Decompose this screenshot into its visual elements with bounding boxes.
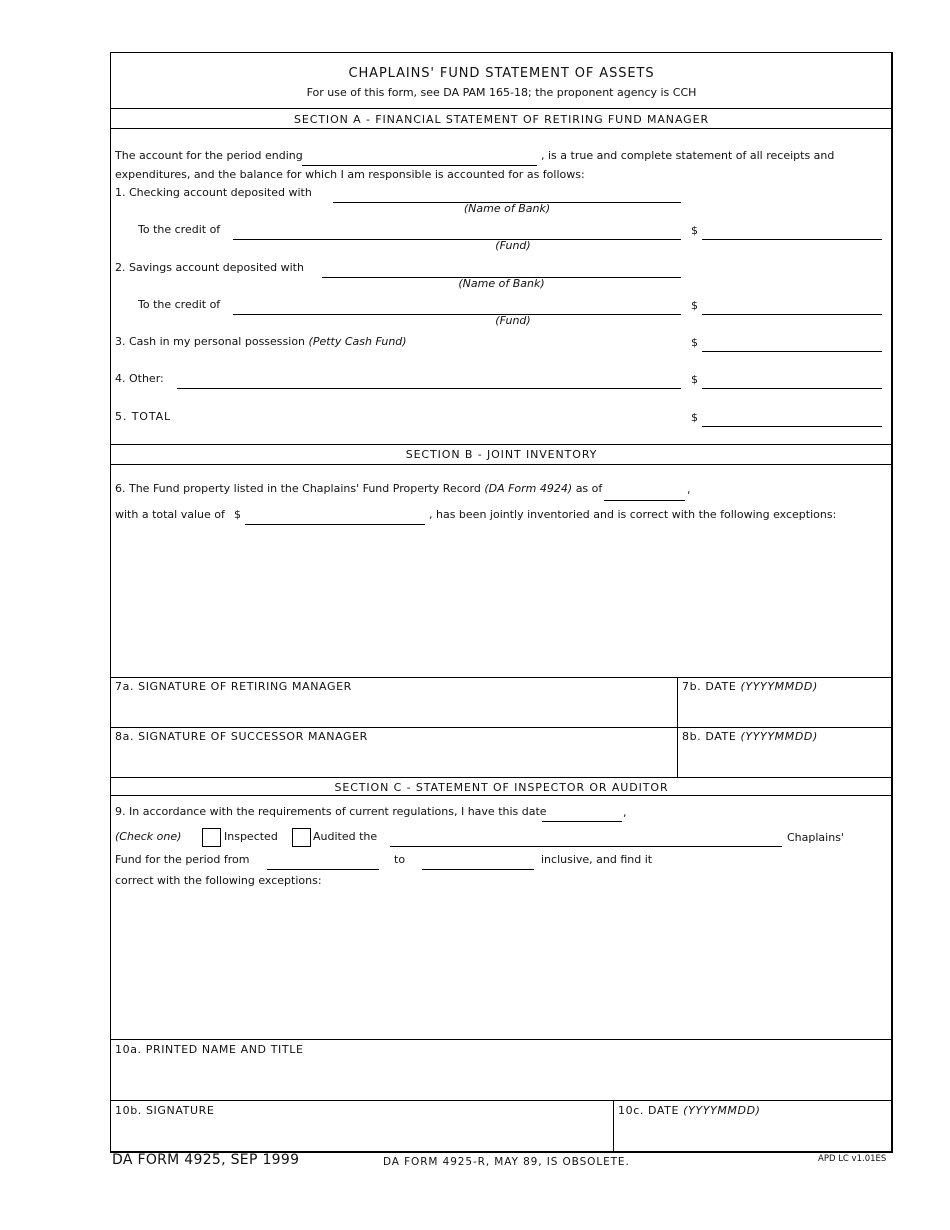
intro-text-mid: , is a true and complete statement of all receipts and [541, 149, 835, 162]
item6-asof: as of [575, 482, 603, 495]
item5-label: 5. TOTAL [115, 410, 172, 423]
fund-caption: (Fund) [495, 239, 531, 252]
inventory-date-field[interactable] [604, 500, 685, 501]
section-c-heading: SECTION C - STATEMENT OF INSPECTOR OR AUDITOR [334, 781, 669, 794]
divider [111, 464, 892, 465]
exceptions-text: , has been jointly inventoried and is correct with the following exceptions: [429, 508, 837, 521]
date-8b-label [682, 730, 818, 743]
credit-label-1: To the credit of [138, 223, 221, 236]
audited-checkbox[interactable] [292, 828, 311, 847]
name-of-bank-caption: (Name of Bank) [458, 277, 545, 290]
total-value-field[interactable] [245, 524, 425, 525]
item4-label: 4. Other: [115, 372, 164, 385]
item1-label: 1. Checking account deposited with [115, 186, 312, 199]
signature-field[interactable] [113, 1119, 609, 1149]
correct-text: correct with the following exceptions: [115, 874, 322, 887]
checking-amount-field[interactable] [702, 239, 882, 240]
date-8b-field[interactable] [680, 745, 888, 775]
comma: , [623, 806, 627, 819]
divider [111, 128, 892, 129]
date-7b-field[interactable] [680, 695, 888, 727]
to-label: to [394, 853, 406, 866]
check-one-label: (Check one) [115, 830, 182, 843]
credit-label-2: To the credit of [138, 298, 221, 311]
other-amount-field[interactable] [702, 388, 882, 389]
successor-signature-label: 8a. SIGNATURE OF SUCCESSOR MANAGER [115, 730, 368, 743]
item6-text: 6. The Fund property listed in the Chaplains' Fund Property Record [115, 482, 481, 495]
obsolete-note: DA FORM 4925-R, MAY 89, IS OBSOLETE. [383, 1156, 630, 1168]
period-from-label: Fund for the period from [115, 853, 250, 866]
cash-amount-field[interactable] [702, 351, 882, 352]
item9-text: 9. In accordance with the requirements of current regulations, I have this date [115, 805, 547, 818]
dollar-sign: $ [691, 411, 698, 424]
item6-line1 [115, 482, 602, 495]
divider [111, 777, 892, 778]
savings-amount-field[interactable] [702, 314, 882, 315]
audited-label: Audited the [313, 830, 378, 843]
inspected-checkbox[interactable] [202, 828, 221, 847]
intro-text-line2: expenditures, and the balance for which I am responsible is accounted for as follows: [115, 168, 585, 181]
fund-name-field[interactable] [390, 846, 782, 847]
item6-italic: (DA Form 4924) [484, 482, 573, 495]
printed-name-label: 10a. PRINTED NAME AND TITLE [115, 1043, 304, 1056]
form-title: CHAPLAINS' FUND STATEMENT OF ASSETS [348, 66, 655, 81]
total-amount-field[interactable] [702, 426, 882, 427]
date-format: (YYYYMMDD) [740, 680, 818, 693]
total-value-label: with a total value of [115, 508, 225, 521]
inspection-date-field[interactable] [542, 821, 622, 822]
date-format: (YYYYMMDD) [683, 1104, 761, 1117]
date-10c-text: 10c. DATE [618, 1104, 680, 1117]
item2-label: 2. Savings account deposited with [115, 261, 304, 274]
date-10c-field[interactable] [616, 1119, 888, 1149]
divider [111, 1100, 892, 1101]
form-id: DA FORM 4925, SEP 1999 [112, 1152, 300, 1168]
period-to-field[interactable] [422, 869, 534, 870]
divider [613, 1100, 614, 1152]
dollar-sign: $ [691, 224, 698, 237]
inclusive-label: inclusive, and find it [541, 853, 653, 866]
form-subtitle: For use of this form, see DA PAM 165-18; the proponent agency is CCH [306, 86, 697, 99]
divider [111, 1039, 892, 1040]
dollar-sign: $ [234, 508, 241, 521]
divider [111, 677, 892, 678]
other-description-field[interactable] [177, 388, 681, 389]
date-7b-label [682, 680, 818, 693]
intro-text-start: The account for the period ending [115, 149, 303, 162]
signature-label: 10b. SIGNATURE [115, 1104, 215, 1117]
divider [111, 108, 892, 109]
dollar-sign: $ [691, 299, 698, 312]
dollar-sign: $ [691, 373, 698, 386]
form-frame [110, 52, 893, 1153]
period-from-field[interactable] [267, 869, 379, 870]
fund-caption: (Fund) [495, 314, 531, 327]
divider [111, 727, 892, 728]
period-ending-field[interactable] [302, 165, 537, 166]
printed-name-field[interactable] [113, 1058, 888, 1098]
item3-text: 3. Cash in my personal possession [115, 335, 306, 348]
date-7b-text: 7b. DATE [682, 680, 737, 693]
successor-signature-field[interactable] [113, 745, 673, 775]
comma: , [687, 483, 691, 496]
chaplains-label: Chaplains' [787, 831, 844, 844]
item3-label [115, 335, 407, 348]
section-b-heading: SECTION B - JOINT INVENTORY [405, 448, 598, 461]
item3-italic: (Petty Cash Fund) [308, 335, 407, 348]
date-8b-text: 8b. DATE [682, 730, 737, 743]
divider [111, 795, 892, 796]
retiring-signature-label: 7a. SIGNATURE OF RETIRING MANAGER [115, 680, 352, 693]
date-10c-label [618, 1104, 761, 1117]
divider [111, 444, 892, 445]
section-a-heading: SECTION A - FINANCIAL STATEMENT OF RETIRING FUND MANAGER [294, 113, 709, 126]
inventory-exceptions-area[interactable] [115, 531, 888, 673]
retiring-signature-field[interactable] [113, 695, 673, 727]
version-label: APD LC v1.01ES [818, 1154, 887, 1164]
dollar-sign: $ [691, 336, 698, 349]
name-of-bank-caption: (Name of Bank) [463, 202, 551, 215]
audit-exceptions-area[interactable] [115, 893, 888, 1035]
inspected-label: Inspected [224, 830, 278, 843]
date-format: (YYYYMMDD) [740, 730, 818, 743]
